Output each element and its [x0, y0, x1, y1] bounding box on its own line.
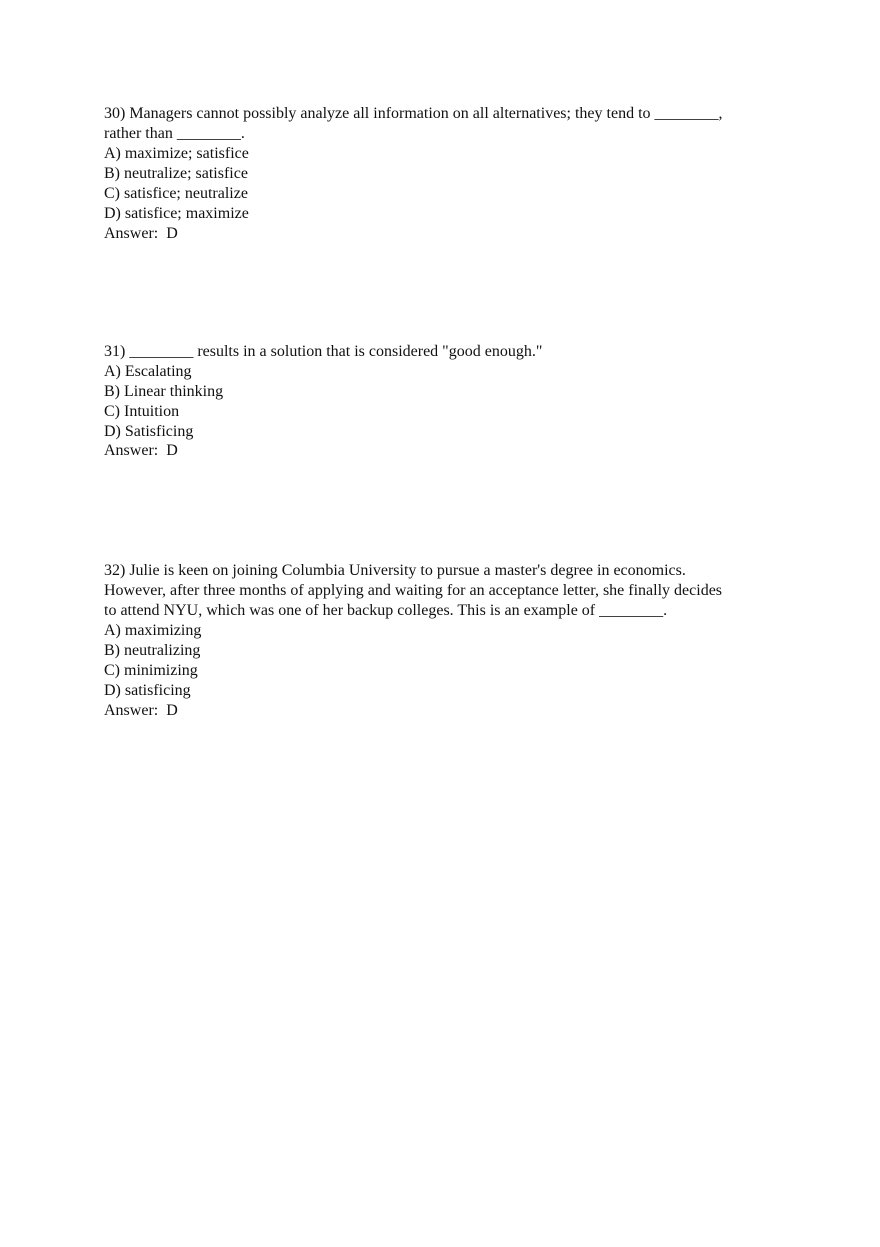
option-a: A) maximize; satisfice — [104, 145, 249, 162]
option-c: C) satisfice; neutralize — [104, 185, 248, 202]
option-b: B) neutralizing — [104, 642, 201, 659]
answer-line: Answer: D — [104, 442, 178, 459]
option-d: D) satisfice; maximize — [104, 205, 249, 222]
question-stem-line: 31) ________ results in a solution that is considered "good enough." — [104, 343, 543, 360]
question-stem-line: However, after three months of applying and waiting for an acceptance letter, she finally decides — [104, 582, 723, 599]
answer-line: Answer: D — [104, 225, 178, 242]
question-32 — [104, 561, 784, 721]
question-30 — [104, 104, 784, 244]
question-stem-line: to attend NYU, which was one of her backup colleges. This is an example of ________. — [104, 602, 668, 619]
option-c: C) minimizing — [104, 662, 198, 679]
question-31 — [104, 342, 784, 461]
option-d: D) Satisficing — [104, 423, 194, 440]
option-c: C) Intuition — [104, 403, 180, 420]
answer-line: Answer: D — [104, 702, 178, 719]
question-stem-line: rather than ________. — [104, 125, 245, 142]
option-a: A) maximizing — [104, 622, 202, 639]
option-d: D) satisficing — [104, 682, 191, 699]
question-stem-line: 32) Julie is keen on joining Columbia University to pursue a master's degree in economics. — [104, 562, 686, 579]
option-a: A) Escalating — [104, 363, 192, 380]
option-b: B) Linear thinking — [104, 383, 224, 400]
question-stem-line: 30) Managers cannot possibly analyze all information on all alternatives; they tend to ________, — [104, 105, 723, 122]
option-b: B) neutralize; satisfice — [104, 165, 248, 182]
